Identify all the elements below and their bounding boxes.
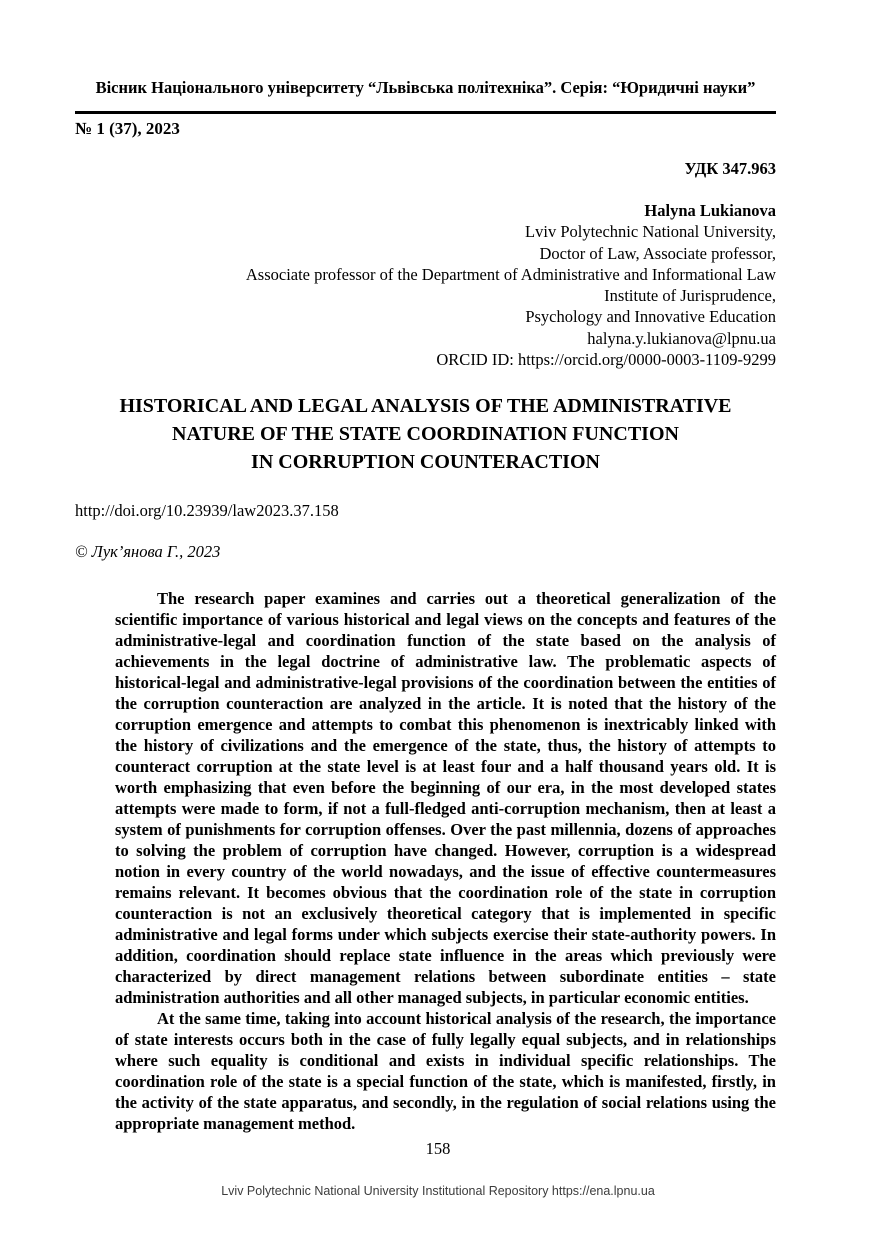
- author-affiliation-line: Institute of Jurisprudence,: [604, 286, 776, 306]
- udc-code: УДК 347.963: [684, 159, 776, 178]
- article-title-line: HISTORICAL AND LEGAL ANALYSIS OF THE ADMINISTRATIVE: [119, 395, 732, 418]
- journal-running-head: Вісник Національного університету “Львівська політехніка”. Серія: “Юридичні науки”: [95, 78, 756, 97]
- author-affiliation-line: Lviv Polytechnic National University,: [525, 222, 776, 242]
- author-block: [75, 200, 776, 370]
- copyright-notice: © Лук’янова Г., 2023: [75, 542, 221, 562]
- page-number: 158: [425, 1139, 451, 1158]
- author-affiliation-line: Associate professor of the Department of Administrative and Informational Law: [245, 264, 776, 284]
- author-email: halyna.y.lukianova@lpnu.ua: [587, 328, 776, 348]
- author-affiliation-line: Doctor of Law, Associate professor,: [539, 243, 776, 263]
- article-title: [75, 392, 776, 476]
- abstract: [115, 588, 776, 1134]
- journal-issue: № 1 (37), 2023: [75, 119, 180, 138]
- abstract-paragraph: The research paper examines and carries out a theoretical generalization of the scientific importance of various historical and legal views on the concepts and features of the administrative-legal and coordination function of the state based on the analysis of achievements in the legal doctrine of administrative law. The problematic aspects of historical-legal and administrative-legal provisions of the coordination between the entities of the corruption counteraction are analyzed in the article. It is noted that the history of the corruption emergence and attempts to combat this phenomenon is inextricably linked with the history of civilizations and the emergence of the state, thus, the history of attempts to counteract corruption at the state level is at least four and a half thousand years old. It is worth emphasizing that even before the beginning of our era, in the most developed states attempts were made to form, if not a full-fledged anti-corruption mechanism, then at least a system of punishments for corruption offenses. Over the past millennia, dozens of approaches to solving the problem of corruption have changed. However, corruption is a widespread notion in every country of the world nowadays, and the issue of effective countermeasures remains relevant. It becomes obvious that the coordination role of the state in corruption counteraction is not an exclusively theoretical category that is implemented in specific administrative and legal forms under which subjects exercise their state-authority powers. In addition, coordination should replace state influence in the areas which previously were characterized by direct management relations between subordinate entities – state administration authorities and all other managed subjects, in particular economic entities.: [115, 589, 776, 1008]
- author-name: Halyna Lukianova: [644, 201, 776, 220]
- article-title-line: IN CORRUPTION COUNTERACTION: [251, 451, 600, 474]
- author-affiliation-line: Psychology and Innovative Education: [525, 307, 776, 327]
- author-orcid: ORCID ID: https://orcid.org/0000-0003-1109-9299: [436, 350, 776, 370]
- header-rule: [75, 111, 776, 114]
- repository-footer: Lviv Polytechnic National University Institutional Repository https://ena.lpnu.ua: [221, 1184, 655, 1198]
- article-title-line: NATURE OF THE STATE COORDINATION FUNCTION: [172, 423, 679, 446]
- doi-link-text: http://doi.org/10.23939/law2023.37.158: [75, 501, 339, 521]
- abstract-paragraph: At the same time, taking into account historical analysis of the research, the importance of state interests occurs both in the case of fully legally equal subjects, and in relationships where such equality is conditional and exists in individual specific relationships. The coordination role of the state is a special function of the state, which is manifested, firstly, in the activity of the state apparatus, and secondly, in the regulation of social relations using the appropriate management method.: [115, 1009, 776, 1134]
